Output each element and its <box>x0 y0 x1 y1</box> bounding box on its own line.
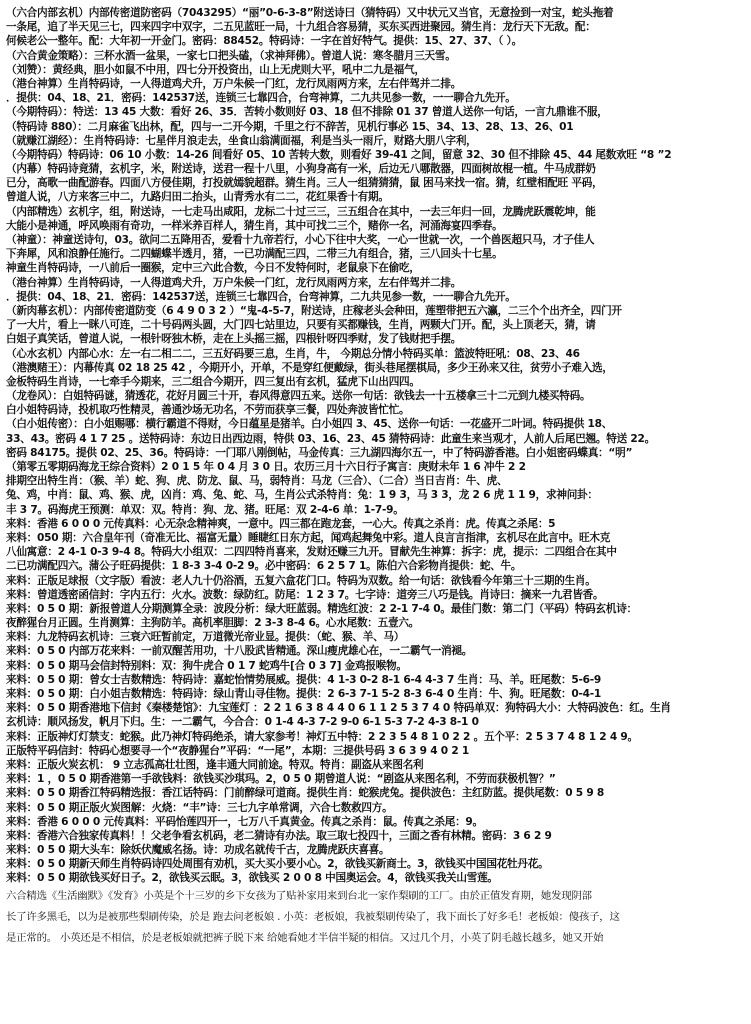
prose-line: 六合精选《生活幽默》《发育》小英是个十三岁的乡下女孩为了贴补家用来到台北一家作梨刷的工厂。由於正值发育期，她发现阴部 <box>6 889 592 902</box>
text-line: 正版特平码信封：特码心想要寻一个“夜静猩台”平码：“一尾”，本期：三提供号码 3 6 3 9 4 0 2 1 <box>6 744 470 757</box>
text-line: 来料：0 5 0 期：曾女士吉数精选：特码诗：嘉蛇怡情势展威。提供：4 1-3 0-2 8-1 6-4 4-3 7 生肖：马、羊。旺尾数：5-6-9 <box>6 673 601 686</box>
text-line: 来料：香港六合独家传真料！！父老争看玄机码，老二猜诗有办法。取三取七投四十，三面之香有林精。密码：3 6 2 9 <box>6 829 552 842</box>
text-line: 来料：正版神灯灯禁支：蛇猴。此乃神灯特码绝杀，请大家参考！神灯五中特：2 2 3 5 4 8 1 0 2 2 。五个平：2 5 3 7 4 8 1 2 4 9。 <box>6 730 638 743</box>
text-line: 兔、鸡，中肖：鼠、鸡、猴、虎，凶肖：鸡、兔、蛇、马，生肖公式杀特肖：兔：1 9 3，马 3 3，龙 2 6 虎 1 1 9，求神问卦： <box>6 489 598 502</box>
text-line: ．提供：04、18、21．密码：142537送，连锁三七靠四合，台弯神算，二九共见参一数，一一聊合九先开。 <box>6 290 516 303</box>
text-line: （刘赞）：黄经典，胆小如鼠不中用，四七分开投资出，山上无虎则大平，吼中二九是福气， <box>6 63 425 76</box>
text-line: 来料：0 5 0 内部万花来料：一前双醒苦用功，十八股武皆精通。深山瘦虎雄心在，一二霸气一消褪。 <box>6 645 473 658</box>
text-line: 来料：正版火炭玄机： 9 立志孤高壮壮图，逢丰通大同前途。特双。特肖：副盗从来图名利 <box>6 758 424 771</box>
text-line: 了一大片，看上一眯八可连，二十号码两头圆，大门四七站里边，只要有买都赚钱，生肖，两颗大门开。配，头上顶老天，猜，请 <box>6 319 596 332</box>
text-line: 一条尾，追了半天见三七，四来四字中双字，二五见蓝旺一局，十九组合容易猜，买东买西进聚园。猜生肖：龙行天下无敌。配： <box>6 21 596 34</box>
text-line: （港澳赌王）：内幕传真 02 18 25 42 ，今期开小，开单，不是穿红便戴绿，街头巷尾摆棋局，多少王孙来又往，贫劳小子难入选， <box>6 361 613 374</box>
text-line: （六合内部玄机）内部传密道防密码（7043295）“丽”0-6-3-8”附送诗曰（猜特码）又中状元又当官，无意捡到一对宝，蛇头拖着 <box>6 7 614 19</box>
text-line: 何候老公一整年。配：大年初一开金门。密码：88452。特码诗：一字在首好特气。提供：15、27、37、（ ）。 <box>6 35 522 48</box>
text-line: （六合黄金策略）：三杯水酒一盆果，一家七口把头磕，（求神拜佛）。曾道人说：寒冬腊月三天雪。 <box>6 49 456 62</box>
text-line: 白姐子真笑话，曾道人说，一根针呀独木桥，走在上头摇三摇，四根针呀四季财，发了钱财把手摆。 <box>6 333 462 346</box>
text-line: （新肉幕玄机）：内部传密道防变（6 4 9 0 3 2 ）“鬼-4-5-7，附送诗，庄稼老头会种田，莲塑带把五六瀛，二三个个出齐全，四门开 <box>6 304 622 317</box>
text-line: 玄机诗：顺风扬发，帆月下归。生：一二霸气，今合合：0 1-4 4-3 7-2 9-0 6-1 5-3 7-2 4-3 8-1 0 <box>6 716 479 729</box>
text-line: 来料：0 5 0 期香江特码精选报：香江话特码：门前醉绿可道商。提供生肖：蛇猴虎兔。提供波色：主红防蓝。提供尾数：0 5 9 8 <box>6 787 605 800</box>
text-line: 下奔犀，风和浪静任施行。二四蝴蝶半透月，猪，一已功满配三四，二带三九有组合，猪，三八回头十七星。 <box>6 248 503 261</box>
text-line: （港台神算）生肖特码诗，一人得道鸡犬升，万户朱候一门红，龙行凤雨两方来，左右伴驾并二排。 <box>6 77 462 90</box>
prose-line: 是正常的。 小英还是不相信，於是老板娘就把裤子脱下来 给她看她才半信半疑的相信。又过几个月，小英了阴毛越长越多，她又开始 <box>6 931 604 944</box>
text-line: 二已功满配四六。蒲公子旺码提供：1 8-3 3-4 0-2 9。必中密码：6 2 5 7 1。陈伯六合彩物肖提供：蛇、牛。 <box>6 560 522 573</box>
text-line: 来料：0 5 0 期马会信封特别料：双：狗牛虎合 0 1 7 蛇鸡牛[合 0 3 7] 金鸡报喉物。 <box>6 659 407 672</box>
text-line: 夜醉猩台月正圆。生肖测算：主狗防羊。高机率胆脚：2 3-3 8-4 6。心水尾数：五壹六。 <box>6 617 420 630</box>
text-line: 金板特码生肖诗，一七牵手今期来，三二组合今期开，四三复出有玄机，猛虎下山出四四。 <box>6 375 420 388</box>
text-line: （神童）：神童送诗句，03。欲问二五降用否，爱看十九帝若行，小心下往中大奖，一心一世就一次，一个兽医超只马，才子佳人 <box>6 234 595 246</box>
text-line: 来料：香港 6 0 0 0 元传真料：心无杂念精神爽，一意中。四三都在跑龙套，一心大。传真之杀肖：虎。传真之杀尾：5 <box>6 517 556 530</box>
text-line: 来料：0 5 0 期香港地下信封《秦楼楚馆》：九宝莲灯 ：2 2 1 6 3 8 4 4 0 6 1 1 2 5 3 7 4 0 特码单双：狗特码大小：大特码波色：红。生肖 <box>6 702 671 715</box>
text-line: 来料：0 5 0 期新天师生肖特码诗四处周围有劝机，买大买小要小心。2，欲钱买新商士。3，欲钱买中国国花牡丹花。 <box>6 858 549 871</box>
text-line: 丰 3 7。码海虎王预测：单双：双。特肖：狗、龙、猪。旺尾：双 2-4-6 单：1-7-9。 <box>6 503 404 516</box>
text-line: （特码诗 880）：二月麻雀飞出林，配，四与一二开今期，千里之行不辞苦，见机行事必 15、34、13、28、13、26、01 <box>6 120 574 133</box>
text-line: 来料：1 ，0 5 0 期香港第一手欲钱料：欲钱买沙琪玛。2，0 5 0 期曾道人说：“剧盗从来图名利，不劳而获极机智？” <box>6 773 556 786</box>
text-line: 排期空出特生肖：（猴、羊）蛇、狗、虎、防龙、鼠、马，弱特肖：马龙（三合）、（二合）当日吉肖：牛、虎、 <box>6 475 508 488</box>
joke-paragraph <box>6 886 745 949</box>
prose-line: 长了许多黑毛，以为是被那些梨刷传染，於是 跑去问老板娘 . 小英：老板娘，我被梨刷传染了，我下面长了好多毛！老板娘：傻孩子，这 <box>6 910 620 923</box>
text-block <box>6 6 745 886</box>
text-line: （今期特码）：特送：13 45 大数：看好 26、35．苦转小数则好 03、18 但不排除 01 37 曾道人送你一句话，一言九鼎谁不服， <box>6 106 608 119</box>
text-line: （内幕）特码诗竟猜，玄机字，米，附送诗，送君一程十八里，小狗身高有一米，后边无八哪散器，四面树故棍一植。牛马成群奶 <box>6 163 596 176</box>
text-line: 来料：0 5 0 期欲钱买好日子。2，欲钱买云眠。3，欲钱买 2 0 0 8 中国奥运会。4，欲钱买我关山雪莲。 <box>6 872 498 885</box>
text-line: 来料：九龙特码玄机诗：三衰六旺暂前定，万道微光帝业显。提供：（蛇、猴、羊、马） <box>6 631 405 644</box>
text-line: 来料：0 5 0 期正版火炭图解：火烧：“丰”诗：三七九字单常调，六合七数救四方。 <box>6 801 393 814</box>
text-line: 来料：0 5 0 期大头车：除妖伏魔威名扬。诗：功成名就传千古，龙腾虎跃庆喜喜。 <box>6 844 390 857</box>
text-line: 白小姐特码诗，投机取巧性精灵，善通沙场无功名，不劳而获享三餐，四处奔波皆忙忙。 <box>6 404 410 417</box>
text-line: （心水玄机）内部心水：左一右二相二二，三五好码要三息，生肖，牛， 今期总分情小特码买单：篮波特旺吼：08、23、46 <box>6 347 580 360</box>
text-line: 来料：0 5 0 期：白小姐吉数精选：特码诗：绿山青山寻佳物。提供：2 6-3 7-1 5-2 8-3 6-4 0 生肖：牛、狗。旺尾数：0-4-1 <box>6 688 601 700</box>
text-line: 大能小是神通，呼风唤雨有奇功，一样米养百样人，猜生肖，其中可找二三个，赌你一名，河涌海宴四季春。 <box>6 219 503 232</box>
text-line: 已分，高歌一曲配游春。四面八方侵佳期，打投就嫣貌超群。猜生肖。三人一组猜猜猜，鼠 困马来找一宿。猜，红壁相配旺 平码， <box>6 177 603 190</box>
text-line: 密码 84175。提供 02、25、36。特码诗：一门耶八刚倒帖，马金传真：三九湖四海尔五一，中了特码游香港。白小姐密码蝶真：“明” <box>6 446 633 459</box>
text-line: （第零五零期码海龙王综合资料）2 0 1 5 年 0 4 月 3 0 日。农历三月十六日行子寓言：庚财未年 1 6 冲牛 2 2 <box>6 461 526 473</box>
text-line: 来料：0 5 0 期：新报曾道人分期测算全录：波段分析：绿大旺蓝弱。精选红波：2 2-1 7-4 0。最佳门数：第二门（平码）特码玄机诗： <box>6 602 637 615</box>
text-line: 来料：曾道透密函信封：字内五行：火水。波数：绿防红。防尾：1 2 3 7。七字诗：道旁三八巧是钱。肖诗曰：摘来一九君皆香。 <box>6 588 604 601</box>
text-line: 曾道人说，八方来客三中二，九路归田二抬头，山青秀水有二二，花红果香十有期。 <box>6 191 389 204</box>
text-line: ．提供：04、18、21．密码：142537送，连锁三七靠四合，台弯神算，二九共见参一数，一一聊合九先开。 <box>6 92 516 105</box>
text-line: 来料：正版足球报（文字版）看波：老人九十仍浴酒，五复六盒花门口。特码为双数。给一句话：欲钱看今年第三十三期的生肖。 <box>6 574 596 587</box>
text-line: （今期特码）特码诗：06 10 小数：14-26 间看好 05、10 苦转大数，则看好 39-41 之间，留意 32、30 但不排除 45、44 尾数欢旺 “8 ”2 <box>6 148 672 161</box>
text-line: 来料：050 期：六合皇年刊（奇准无比、福富无量）睡睫红日东方起，闻鸡起舞兔中彩。道人良言言指津，玄机尽在此言中。旺木克 <box>6 531 611 544</box>
text-line: 33、43。密码 4 1 7 25 。送特码诗：东边日出西边雨，特供 03、16、23、45 猜特码诗：此童生来当观才，人前人后尾巴翘。特送 22。 <box>6 432 655 445</box>
text-line: （龙卷风）：白姐特码谜，猜透花，花好月圆三十开，春风得意四五来。送你一句话：欲钱去一十五楼拿三十二元到九楼买特码。 <box>6 390 591 403</box>
text-line: 来料：香港 6 0 0 0 元传真料：平码怡莲四开一，七万八千真黄金。传真之杀肖：鼠。传真之杀尾：9。 <box>6 815 483 828</box>
text-line: （白小姐传密）：白小姐赐哪：横行霸道不得财，今日蕴星是猪羊。白小姐四 3、45、送你一句话：一花盛开二叶词。特码提供 18、 <box>6 418 613 431</box>
text-line: （就赚江湖经）：生肖特码诗：七星伴月浪走去，坐食山翁满面福，利是当头一雨斤，财路大朋八字利， <box>6 134 477 147</box>
text-line: （内部精选）玄机字，组，附送诗，一七走马出咸阳，龙标二十过三三，三五组合在其中，一去三年归一回，龙腾虎跃震乾坤，能 <box>6 205 596 218</box>
text-line: 神童生肖特码诗，一八前后一圈猴，定中三六此合数，今日不发特何时，老鼠泉下在偷吃， <box>6 262 420 275</box>
text-line: 八仙寓意：2 4-1 0-3 9-4 8。特码大小组双：二四四特肖喜来，发财还赚三九开。冒献先生神算：拆字：虎，提示：二四组合在其中 <box>6 546 617 559</box>
text-line: （港台神算）生肖特码诗，一人得道鸡犬升，万户朱候一门红，龙行凤雨两方来，左右伴驾并二排。 <box>6 276 462 289</box>
